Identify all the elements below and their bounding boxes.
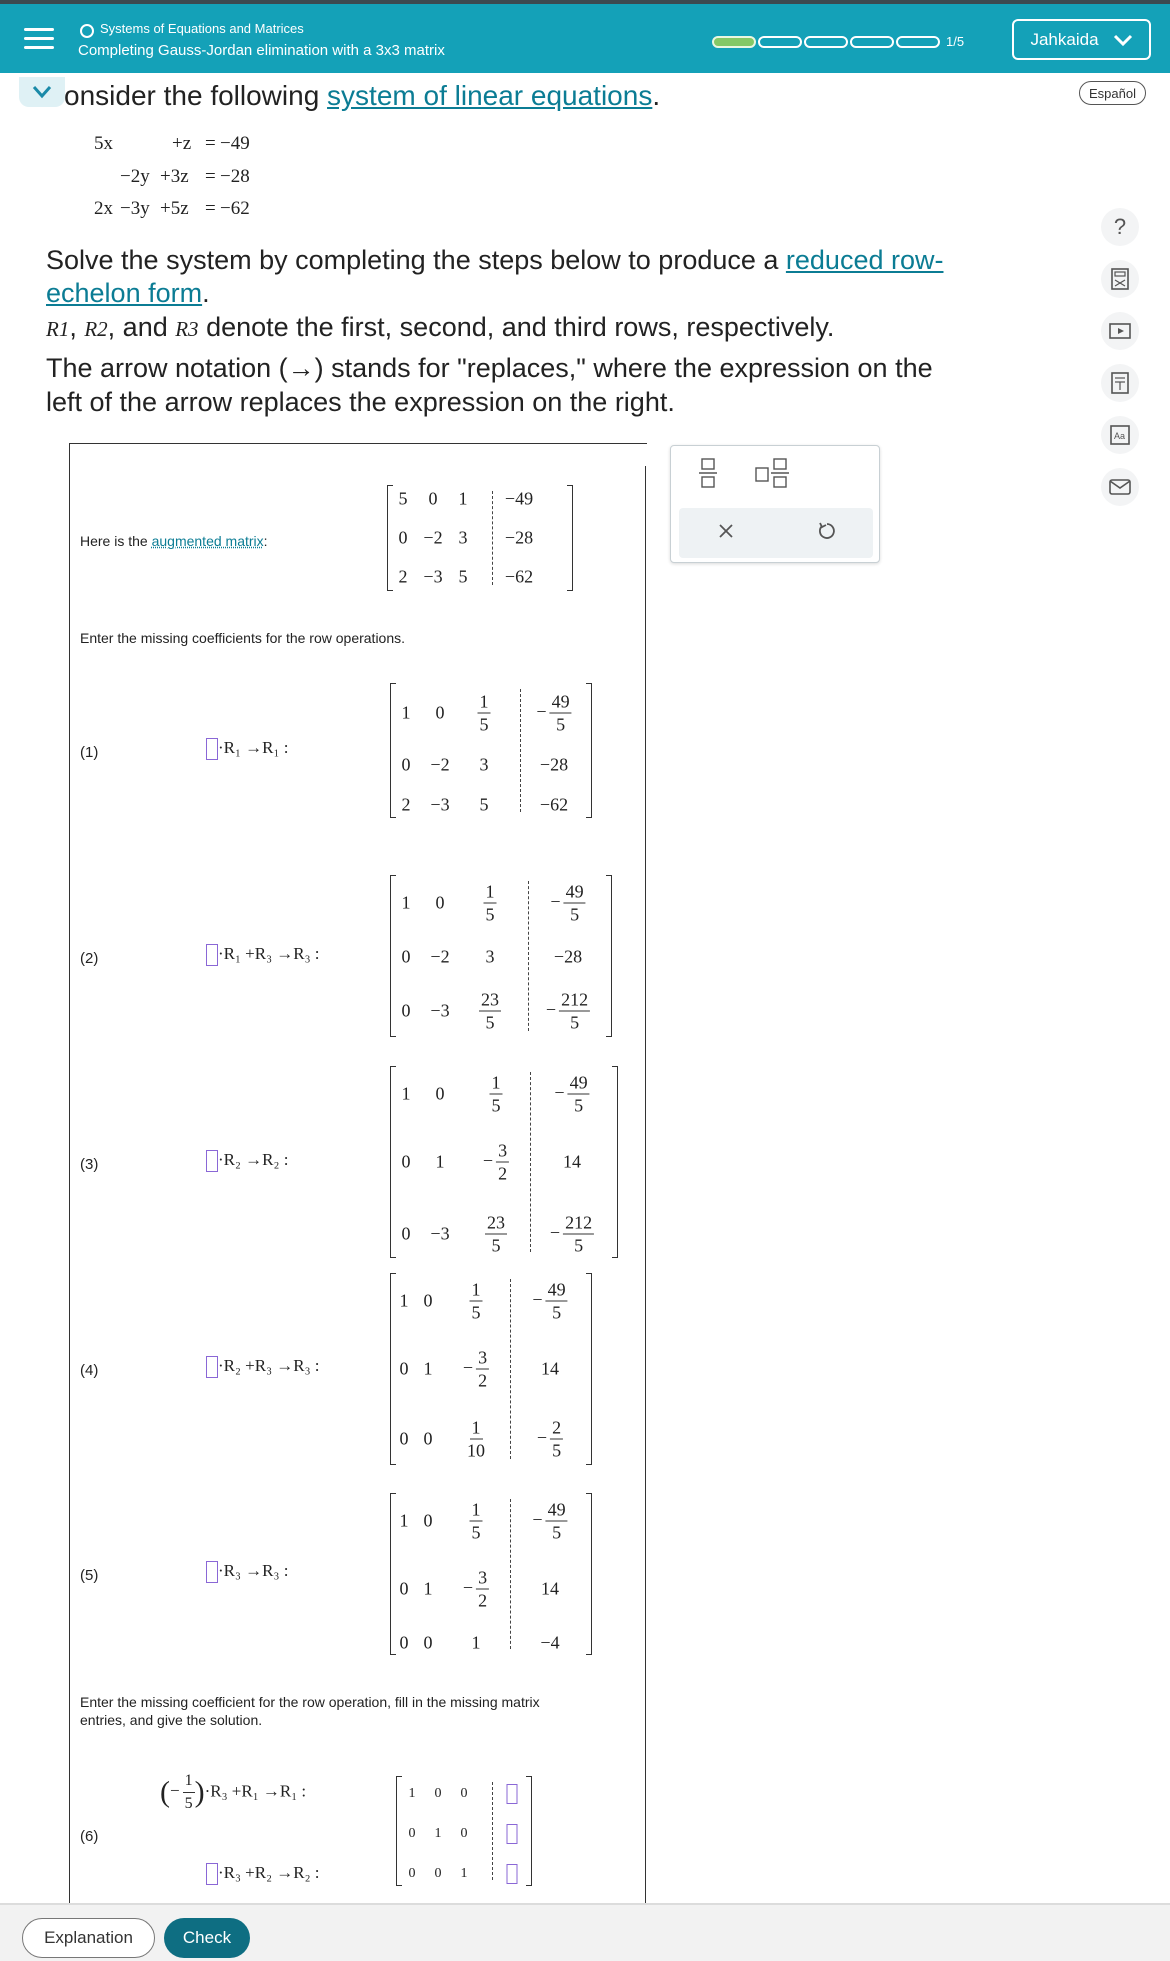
matrix-cell: −28 [504, 527, 534, 548]
matrix-entry-input[interactable] [507, 1824, 518, 1844]
matrix-cell: − $\frac{3}{2}$ [462, 1567, 488, 1611]
bracket-left [387, 485, 393, 591]
matrix-step-2 [390, 875, 612, 1037]
matrix-cell: 3 [458, 527, 468, 548]
matrix-cell: −4 [540, 1632, 560, 1653]
step-number: (1) [80, 744, 99, 761]
matrix-cell: 1 [460, 1866, 468, 1881]
coefficient-input[interactable] [206, 738, 218, 760]
eq2-term: = [205, 166, 216, 187]
matrix-cell: − $\frac{212}{5}$ [549, 1212, 593, 1256]
reduced-row-echelon-link[interactable]: reduced row- [785, 245, 944, 275]
matrix-cell: −2 [430, 946, 450, 967]
instruction-text: Solve the system by completing the steps below to produce a [46, 245, 786, 275]
row-operation-1 [206, 738, 288, 760]
row-r2-label: R2 [84, 317, 108, 341]
matrix-cell: − $\frac{3}{2}$ [482, 1140, 508, 1184]
matrix-cell: −62 [504, 566, 534, 587]
toolbox-actions [679, 508, 873, 558]
explanation-button[interactable]: Explanation [22, 1918, 155, 1958]
enter-coefficients-text: Enter the missing coefficients for the row operations. [80, 630, 406, 646]
coefficient-input[interactable] [206, 1561, 218, 1583]
eq2-term: −28 [220, 166, 250, 187]
step-number: (6) [80, 1828, 99, 1845]
matrix-cell: 0 [423, 1510, 433, 1531]
matrix-cell: $\frac{23}{5}$ [487, 1212, 505, 1256]
matrix-cell: 0 [423, 1632, 433, 1653]
row-op-text: ·R₃ +R₁ →R₁ : [204, 1781, 307, 1801]
matrix-cell: − $\frac{49}{5}$ [532, 1279, 566, 1323]
matrix-cell: 0 [434, 1786, 442, 1801]
matrix-cell: 0 [434, 1866, 442, 1881]
matrix-cell: 1 [423, 1358, 433, 1379]
svg-text:Aa: Aa [1114, 431, 1126, 441]
matrix-cell: 0 [435, 892, 445, 913]
matrix-cell [507, 1824, 518, 1844]
matrix-cell: −28 [553, 946, 583, 967]
progress-segment [850, 36, 894, 48]
step-number: (3) [80, 1156, 99, 1173]
progress-text: 1/5 [946, 34, 965, 49]
augment-separator [510, 1279, 511, 1459]
matrix-cell: − $\frac{2}{5}$ [536, 1417, 562, 1461]
matrix-cell: 0 [401, 1000, 411, 1021]
row-r1-label: R1 [46, 317, 70, 341]
mail-icon[interactable] [1101, 468, 1139, 506]
matrix-cell: 0 [401, 946, 411, 967]
matrix-cell: 2 [401, 794, 411, 815]
matrix-cell: 1 [399, 1510, 409, 1531]
matrix-cell: 2 [398, 566, 408, 587]
matrix-cell: 1 [401, 892, 411, 913]
glossary-icon[interactable] [1101, 416, 1139, 454]
row-operation-5 [206, 1561, 288, 1583]
progress-segment [758, 36, 802, 48]
matrix-cell: −49 [504, 488, 534, 509]
mixed-number-button[interactable] [755, 458, 789, 493]
bracket-right [586, 1273, 592, 1465]
coefficient-input[interactable] [206, 1863, 218, 1885]
eq2-term: −2y [120, 166, 150, 187]
video-icon[interactable] [1101, 312, 1139, 350]
bracket-left [396, 1776, 402, 1886]
row-op-text: ·R₁ +R₃ →R₃ : [218, 944, 320, 963]
matrix-cell: 3 [479, 754, 489, 775]
bracket-right [586, 683, 592, 818]
bracket-left [390, 875, 396, 1037]
augmented-prefix: Here is the [80, 533, 152, 549]
matrix-cell: 1 [399, 1290, 409, 1311]
bracket-right [526, 1776, 532, 1886]
matrix-step-3 [390, 1066, 618, 1258]
augmented-suffix: : [263, 533, 268, 549]
matrix-cell: 0 [399, 1428, 409, 1449]
progress-bar [712, 36, 940, 48]
matrix-cell: −2 [430, 754, 450, 775]
row-op-text: ·R₃ +R₂ →R₂ : [218, 1863, 320, 1882]
matrix-cell: $\frac{1}{10}$ [467, 1417, 485, 1461]
matrix-cell: 5 [458, 566, 468, 587]
enter-final-text-1: Enter the missing coefficient for the row operation, fill in the missing matrix [80, 1694, 540, 1710]
augmented-label [80, 533, 268, 549]
matrix-cell: 14 [563, 1151, 581, 1172]
matrix-cell: 1 [401, 702, 411, 723]
matrix-cell: 1 [458, 488, 468, 509]
bracket-left [390, 1493, 396, 1655]
bracket-left [390, 1066, 396, 1258]
coefficient-input[interactable] [206, 1356, 218, 1378]
augment-separator [492, 491, 493, 585]
matrix-entry-input[interactable] [507, 1784, 518, 1804]
row-op-text: ·R₂ →R₂ : [218, 1150, 289, 1169]
matrix-cell [507, 1864, 518, 1884]
user-menu-dropdown[interactable] [1012, 19, 1151, 60]
matrix-cell: 5 [398, 488, 408, 509]
matrix-cell: − $\frac{49}{5}$ [550, 881, 584, 925]
eq3-term: −62 [220, 198, 250, 219]
matrix-cell: $\frac{1}{5}$ [471, 1499, 481, 1543]
matrix-step-6 [396, 1776, 532, 1886]
instruction-line-3: The arrow notation (→) stands for "replaces," where the expression on the [46, 353, 933, 383]
textbook-icon[interactable] [1101, 364, 1139, 402]
row-operation-6a: (− $\frac{1}{5}$ )·R₃ +R₁ →R₁ : [160, 1770, 306, 1815]
step-number: (4) [80, 1362, 99, 1379]
matrix-cell: 0 [401, 1151, 411, 1172]
matrix-cell: 0 [408, 1826, 416, 1841]
math-toolbox [670, 445, 880, 563]
matrix-cell [507, 1784, 518, 1804]
step-number: (5) [80, 1567, 99, 1584]
row-r3-label: R3 [175, 317, 199, 341]
intro-text [64, 80, 660, 112]
matrix-cell: $\frac{23}{5}$ [481, 989, 499, 1033]
matrix-cell: 3 [485, 946, 495, 967]
matrix-cell: −3 [423, 566, 443, 587]
matrix-cell: −62 [539, 794, 569, 815]
matrix-cell: 0 [460, 1786, 468, 1801]
matrix-cell: 0 [435, 1083, 445, 1104]
eq3-term: = [205, 198, 216, 219]
bracket-right [612, 1066, 618, 1258]
matrix-cell: − $\frac{49}{5}$ [536, 691, 570, 735]
matrix-step-4 [390, 1273, 592, 1465]
row-operation-6b [206, 1863, 320, 1885]
coef-denominator: 5 [184, 1795, 193, 1812]
matrix-cell: 0 [408, 1866, 416, 1881]
eq2-term: +3z [160, 166, 189, 187]
chevron-down-icon [31, 84, 53, 100]
matrix-cell: 0 [399, 1632, 409, 1653]
coefficient-input[interactable] [206, 944, 218, 966]
progress-segment [804, 36, 848, 48]
row-operation-3 [206, 1150, 288, 1172]
augment-separator [492, 1782, 493, 1880]
matrix-cell: 14 [541, 1578, 559, 1599]
matrix-cell: −2 [423, 527, 443, 548]
chevron-down-icon [1113, 33, 1133, 47]
matrix-cell: $\frac{1}{5}$ [491, 1072, 501, 1116]
matrix-cell: 0 [428, 488, 438, 509]
system-of-linear-equations-link[interactable]: system of linear equations [327, 80, 653, 111]
top-bar [0, 0, 1170, 73]
coefficient-input[interactable] [206, 1150, 218, 1172]
row-op-text: ·R₂ +R₃ →R₃ : [218, 1356, 320, 1375]
matrix-step-5 [390, 1493, 592, 1655]
eq3-term: 2x [94, 198, 113, 219]
matrix-cell: 0 [401, 1223, 411, 1244]
matrix-cell: $\frac{1}{5}$ [471, 1279, 481, 1323]
topic-circle-icon [80, 24, 94, 38]
augmented-matrix-link[interactable]: augmented matrix [151, 533, 264, 549]
menu-icon[interactable] [18, 22, 60, 58]
matrix-cell: 0 [435, 702, 445, 723]
enter-final-text-2: entries, and give the solution. [80, 1712, 263, 1728]
instruction-text: . [202, 278, 210, 308]
augment-separator [528, 881, 529, 1031]
instruction-text: , and [107, 312, 176, 342]
intro-suffix: . [652, 80, 661, 111]
matrix-step-1 [390, 683, 592, 818]
matrix-cell: 0 [423, 1428, 433, 1449]
matrix-cell: 0 [399, 1578, 409, 1599]
matrix-cell: 0 [399, 1358, 409, 1379]
bracket-left [390, 683, 396, 818]
row-op-text: ·R₁ →R₁ : [218, 738, 289, 757]
footer-bar [0, 1903, 1170, 1961]
matrix-cell: 1 [435, 1151, 445, 1172]
check-button[interactable]: Check [164, 1918, 250, 1958]
instruction-line-1 [46, 243, 943, 277]
matrix-cell: 1 [401, 1083, 411, 1104]
matrix-cell: − $\frac{212}{5}$ [545, 989, 589, 1033]
calculator-icon[interactable] [1101, 260, 1139, 298]
user-name: Jahkaida [1030, 29, 1099, 49]
matrix-cell: 0 [460, 1826, 468, 1841]
reduced-row-echelon-link[interactable]: echelon form [46, 278, 203, 308]
step-number: (2) [80, 950, 99, 967]
progress-segment [712, 36, 756, 48]
fraction-button[interactable] [699, 458, 717, 493]
eq1-term: +z [172, 133, 192, 154]
matrix-cell: −28 [539, 754, 569, 775]
bracket-right [586, 1493, 592, 1655]
matrix-cell: $\frac{1}{5}$ [479, 691, 489, 735]
matrix-cell: −3 [430, 794, 450, 815]
augment-separator [510, 1499, 511, 1649]
instruction-line-1b [46, 276, 210, 310]
eq1-term: = [205, 133, 216, 154]
subject-title: Systems of Equations and Matrices [100, 21, 304, 36]
matrix-entry-input[interactable] [507, 1864, 518, 1884]
matrix-cell: 1 [423, 1578, 433, 1599]
espanol-button[interactable]: Español [1079, 81, 1146, 105]
matrix-cell: 1 [434, 1826, 442, 1841]
undo-icon[interactable] [817, 521, 837, 546]
eq1-term: 5x [94, 133, 113, 154]
augment-separator [520, 689, 521, 812]
instruction-line-2 [46, 310, 834, 346]
bracket-right [567, 485, 573, 591]
matrix-cell: 14 [541, 1358, 559, 1379]
coef-numerator: 1 [183, 1770, 195, 1793]
help-icon[interactable]: ? [1101, 208, 1139, 246]
bracket-left [390, 1273, 396, 1465]
matrix-cell: 0 [401, 754, 411, 775]
matrix-cell: 0 [398, 527, 408, 548]
collapse-button[interactable] [19, 77, 65, 107]
matrix-cell: − $\frac{49}{5}$ [554, 1072, 588, 1116]
instruction-text: denote the first, second, and third rows, respectively. [198, 312, 835, 342]
topic-title: Completing Gauss-Jordan elimination with a 3x3 matrix [78, 42, 445, 59]
row-operation-4 [206, 1356, 320, 1378]
matrix-cell: 0 [423, 1290, 433, 1311]
matrix-cell: − $\frac{49}{5}$ [532, 1499, 566, 1543]
matrix-cell: − $\frac{3}{2}$ [462, 1347, 488, 1391]
intro-prefix: onsider the following [64, 80, 328, 111]
eq1-term: −49 [220, 133, 250, 154]
matrix-cell: $\frac{1}{5}$ [485, 881, 495, 925]
matrix-cell: −3 [430, 1223, 450, 1244]
instruction-text: , [69, 312, 85, 342]
eq3-term: +5z [160, 198, 189, 219]
bracket-right [606, 875, 612, 1037]
row-op-text: ·R₃ →R₃ : [218, 1561, 289, 1580]
matrix-cell: −3 [430, 1000, 450, 1021]
row-operation-2 [206, 944, 320, 966]
clear-icon[interactable] [717, 522, 735, 545]
augmented-matrix [387, 485, 573, 591]
matrix-cell: 5 [479, 794, 489, 815]
eq3-term: −3y [120, 198, 150, 219]
progress-segment [896, 36, 940, 48]
matrix-cell: 1 [408, 1786, 416, 1801]
augment-separator [530, 1072, 531, 1252]
instruction-line-4: left of the arrow replaces the expression on the right. [46, 387, 675, 417]
matrix-cell: 1 [471, 1632, 481, 1653]
